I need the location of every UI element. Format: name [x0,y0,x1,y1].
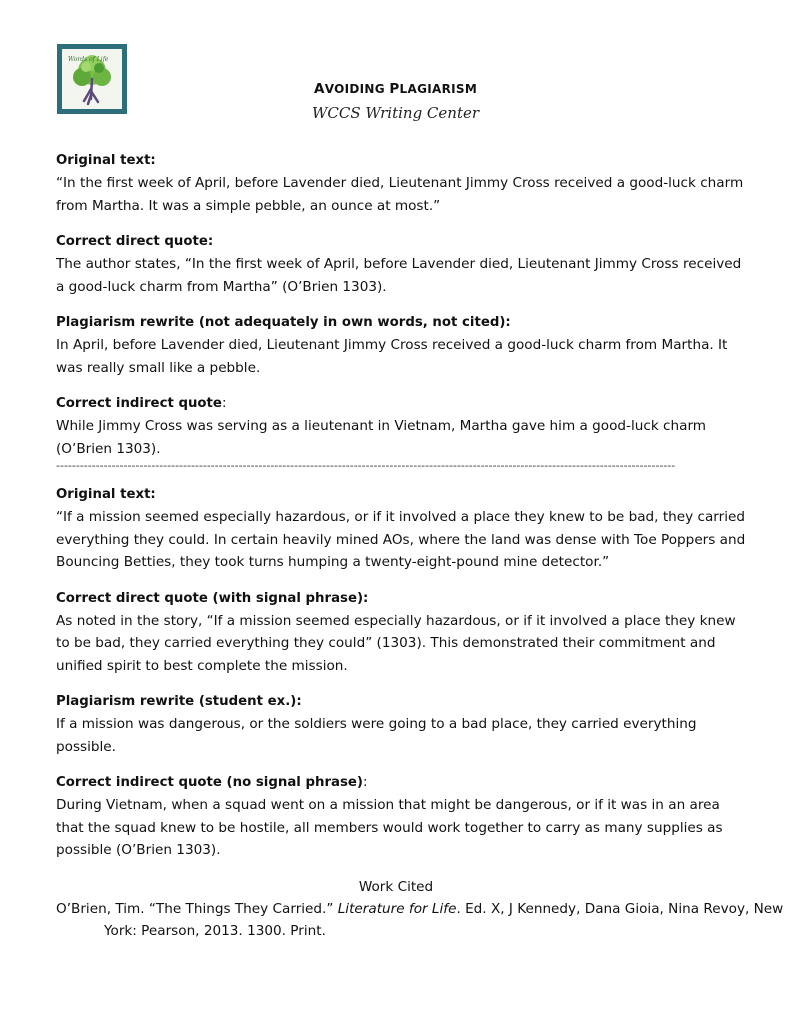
example-section [56,588,746,678]
works-cited-entry: O’Brien, Tim. “The Things They Carried.” Literature for Life. Ed. X, J Kennedy, Dana Gioia, Nina Revoy, New York: Pearson, 2013. 1300. Print. [56,900,784,939]
works-cited-title: Work Cited [358,878,434,895]
example-section [56,150,746,217]
section-body: “If a mission seemed especially hazardous, or if it involved a place they knew to be bad, they carried everything they could. In certain heavily mined AOs, where the land was dense with Toe Poppers and Bouncing Betties, they took turns humping a twenty-eight-pound mine detector.” [56,509,746,570]
section-heading: Original text: [56,487,156,502]
examples-part-2 [56,484,746,862]
example-section [56,312,746,379]
example-section [56,231,746,298]
section-heading: Correct direct quote: [56,234,214,249]
section-body: The author states, “In the first week of April, before Lavender died, Lieutenant Jimmy Cross received a good-luck charm from Martha” (O’Brien 1303). [56,256,742,295]
section-heading: Original text: [56,153,156,168]
example-section [56,484,746,574]
section-heading: Correct indirect quote: [56,396,227,411]
section-heading: Plagiarism rewrite (not adequately in own words, not cited): [56,315,511,330]
examples-part-1 [56,150,746,460]
example-section [56,772,746,862]
section-body: “In the first week of April, before Lavender died, Lieutenant Jimmy Cross received a good-luck charm from Martha. It was a simple pebble, an ounce at most.” [56,175,744,214]
document-content [56,150,784,942]
example-section [56,691,746,758]
section-heading: Correct indirect quote (no signal phrase): [56,775,368,790]
document-title: AVOIDING PLAGIARISM [313,81,478,97]
section-body: While Jimmy Cross was serving as a lieutenant in Vietnam, Martha gave him a good-luck charm (O’Brien 1303). [56,418,707,457]
document-subtitle: WCCS Writing Center [311,104,480,122]
example-section [56,393,746,460]
logo-text: Words of Life [68,56,109,63]
section-heading: Correct direct quote (with signal phrase): [56,590,369,606]
section-heading: Plagiarism rewrite (student ex.): [56,694,302,709]
section-divider: ------------------------------------------------------------------------------------------------------------------------------------------------------------ [56,460,676,472]
section-body: As noted in the story, “If a mission seemed especially hazardous, or if it involved a place they knew to be bad, they carried everything they could” (1303). This demonstrated their commitment and unified spirit to best complete the mission. [56,612,736,674]
tree-icon [62,49,122,109]
section-body: In April, before Lavender died, Lieutenant Jimmy Cross received a good-luck charm from Martha. It was really small like a pebble. [56,337,728,376]
section-body: If a mission was dangerous, or the soldiers were going to a bad place, they carried everything possible. [56,716,697,755]
section-body: During Vietnam, when a squad went on a mission that might be dangerous, or if it was in an area that the squad knew to be hostile, all members would work together to carry as many supplies as possible (O’Brien 1303). [56,797,723,858]
